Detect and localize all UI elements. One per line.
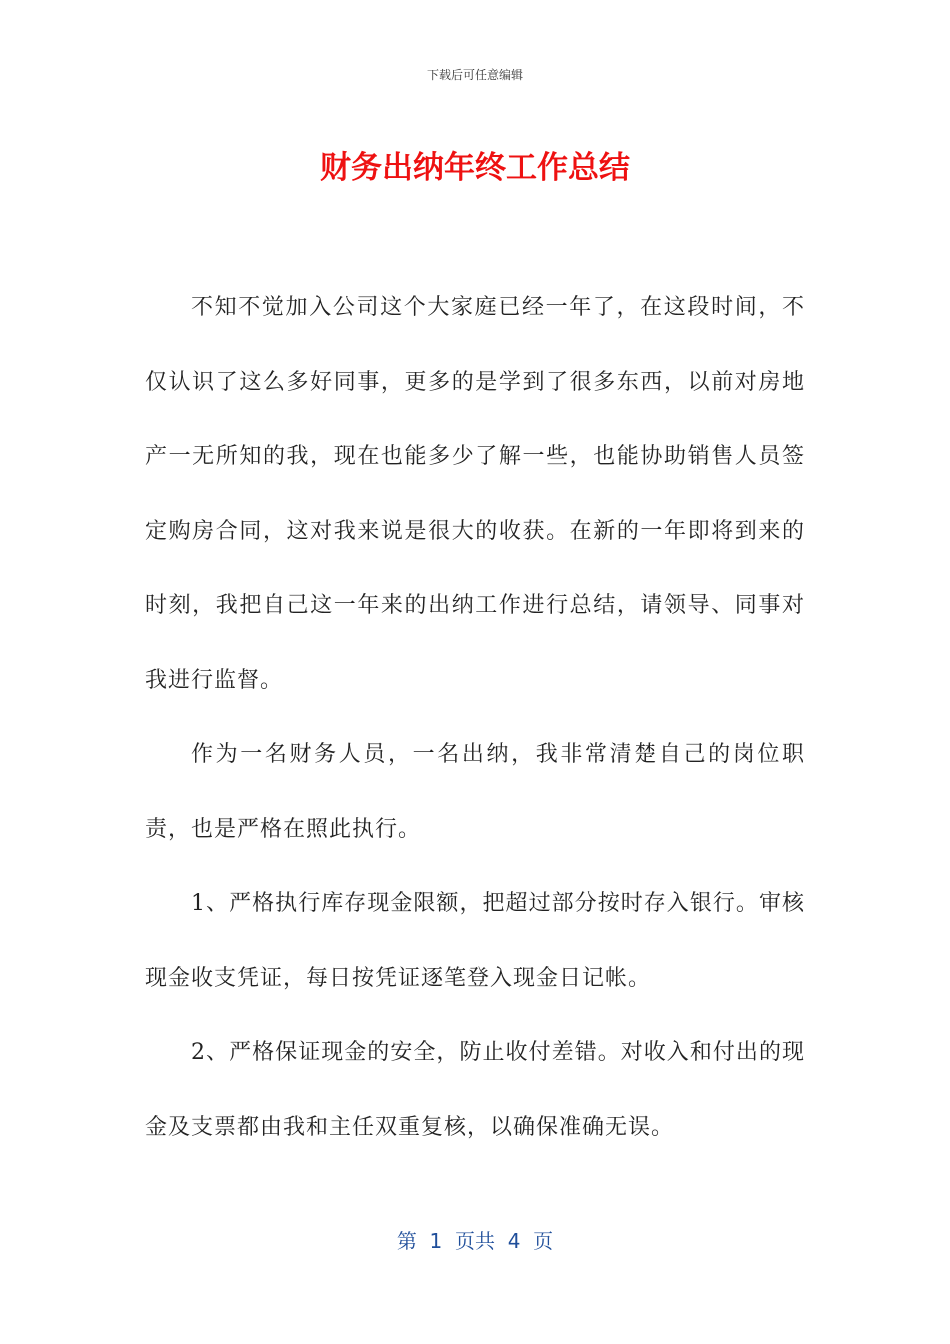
paragraph-intro: 不知不觉加入公司这个大家庭已经一年了，在这段时间，不仅认识了这么多好同事，更多的是学到了很多东西，以前对房地产一无所知的我，现在也能多少了解一些，也能协助销售人员签定购房合同，这对我来说是很大的收获。在新的一年即将到来的时刻，我把自己这一年来的出纳工作进行总结，请领导、同事对我进行监督。	[145, 295, 805, 693]
document-body	[145, 271, 805, 1165]
page-number-footer: 第 1 页共 4 页	[396, 1229, 554, 1253]
paragraph-item-2: 2、严格保证现金的安全，防止收付差错。对收入和付出的现金及支票都由我和主任双重复核，以确保准确无误。	[145, 1040, 805, 1140]
header-note: 下载后可任意编辑	[426, 68, 523, 82]
paragraph-duties: 作为一名财务人员，一名出纳，我非常清楚自己的岗位职责，也是严格在照此执行。	[145, 742, 805, 842]
document-title: 财务出纳年终工作总结	[320, 150, 630, 186]
paragraph-item-1: 1、严格执行库存现金限额，把超过部分按时存入银行。审核现金收支凭证，每日按凭证逐笔登入现金日记帐。	[145, 891, 805, 991]
